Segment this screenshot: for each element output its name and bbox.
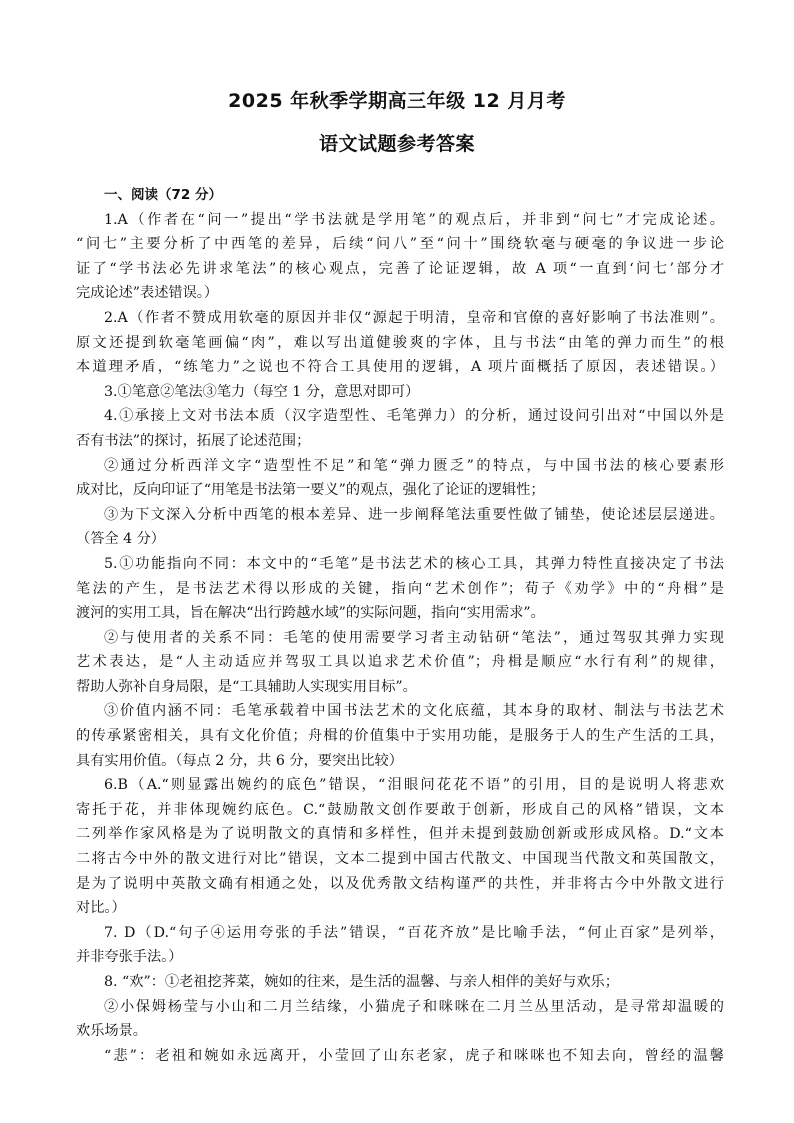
text-line: 具有实用价值。（每点 2 分，共 6 分，要突出比较） — [76, 752, 403, 769]
text-line: “问七”主要分析了中西笔的差异，后续“问八”至“问十”围绕软毫与硬毫的争议进一步论 — [76, 236, 724, 253]
text-line: ③价值内涵不同：毛笔承载着中国书法艺术的文化底蕴，其本身的取材、制法与书法艺术 — [104, 703, 724, 720]
text-line: ③为下文深入分析中西笔的根本差异、进一步阐释笔法重要性做了铺垫，使论述层层递进。 — [104, 506, 724, 523]
text-line: 是为了说明中英散文确有相通之处，以及优秀散文结构谨严的共性，并非将古今中外散文进行 — [76, 875, 724, 892]
text-line: 本道理矛盾，“练笔力”之说也不符合工具使用的逻辑，A 项片面概括了原因，表述错误。） — [76, 359, 724, 376]
text-line: 原文还提到软毫笔画偏“肉”，难以写出道健骏爽的字体，且与书法“由笔的弹力而生”的根 — [76, 334, 724, 351]
answer-content — [76, 183, 724, 1068]
text-line: 完成论述”表述错误。） — [76, 285, 219, 302]
text-line: 1.A（作者在“问一”提出“学书法就是学用笔”的观点后，并非到“问七”才完成论述。 — [104, 211, 724, 228]
text-line: 一、阅读（72 分） — [104, 187, 222, 203]
text-line: 对比。） — [76, 900, 126, 917]
text-line: 寄托于花，并非体现婉约底色。C.“鼓励散文创作要敢于创新，形成自己的风格”错误，文本 — [76, 801, 724, 818]
text-line: 欢乐场景。 — [76, 1023, 147, 1040]
text-line: 帮助人弥补自身局限，是“工具辅助人实现实用目标”。 — [76, 678, 417, 695]
document-subtitle: 语文试题参考答案 — [318, 133, 475, 155]
text-line: 4.①承接上文对书法本质（汉字造型性、毛笔弹力）的分析，通过设问引出对“中国以外是 — [104, 408, 724, 425]
text-line: 8. “欢”：①老祖挖荠菜，婉如的往来，是生活的温馨、与亲人相伴的美好与欢乐； — [104, 974, 619, 990]
text-line: 2.A（作者不赞成用软毫的原因并非仅“源起于明清，皇帝和官僚的喜好影响了书法准则”。 — [104, 309, 724, 326]
text-line: （答全 4 分） — [76, 531, 165, 548]
text-line: 二列举作家风格是为了说明散文的真情和多样性，但并未提到鼓励创新或形成风格。D.“文本 — [76, 826, 724, 843]
text-line: 二将古今中外的散文进行对比”错误，文本二提到中国古代散文、中国现当代散文和英国散文， — [76, 851, 724, 868]
text-line: 笔法的产生，是书法艺术得以形成的关键，指向“艺术创作”；荀子《劝学》中的“舟楫”是 — [76, 580, 724, 597]
text-line: 7. D（D.“句子④运用夸张的手法”错误，“百花齐放”是比喻手法，“何止百家”是列举， — [104, 924, 724, 941]
text-line: 并非夸张手法。） — [76, 949, 183, 966]
text-line: 成对比，反向印证了“用笔是书法第一要义”的观点，强化了论证的逻辑性； — [76, 482, 545, 499]
text-line: 证了“学书法必先讲求笔法”的核心观点，完善了论证逻辑，故 A 项“一直到‘问七’部分才 — [76, 260, 724, 277]
text-line: ②与使用者的关系不同：毛笔的使用需要学习者主动钻研“笔法”，通过驾驭其弹力实现 — [104, 629, 724, 646]
text-line: ②小保姆杨莹与小山和二月兰结缘，小猫虎子和咪咪在二月兰丛里活动，是寻常却温暖的 — [104, 998, 724, 1015]
text-line: 渡河的实用工具，旨在解决“出行跨越水域”的实际问题，指向“实用需求”。 — [76, 605, 545, 622]
text-line: ②通过分析西洋文字“造型性不足”和笔“弹力匮乏”的特点，与中国书法的核心要素形 — [104, 457, 724, 474]
text-line: 的传承紧密相关，具有文化价值；舟楫的价值集中于实用功能，是服务于人的生产生活的工具， — [76, 728, 724, 745]
text-line: 艺术表达，是“人主动适应并驾驭工具以追求艺术价值”；舟楫是顺应“水行有利”的规律， — [76, 654, 724, 671]
text-line: 6.B（A.“则显露出婉约的底色”错误，“泪眼问花花不语”的引用，目的是说明人将悲欢 — [104, 777, 724, 794]
text-line: 3.①笔意②笔法③笔力（每空 1 分，意思对即可） — [104, 383, 420, 400]
text-line: 否有书法”的探讨，拓展了论述范围； — [76, 432, 311, 449]
text-line: “悲”：老祖和婉如永远离开，小莹回了山东老家，虎子和咪咪也不知去向，曾经的温馨 — [104, 1047, 724, 1064]
text-line: 5.①功能指向不同：本文中的“毛笔”是书法艺术的核心工具，其弹力特性直接决定了书法 — [104, 555, 724, 572]
document-title: 2025 年秋季学期高三年级 12 月月考 — [228, 90, 566, 112]
